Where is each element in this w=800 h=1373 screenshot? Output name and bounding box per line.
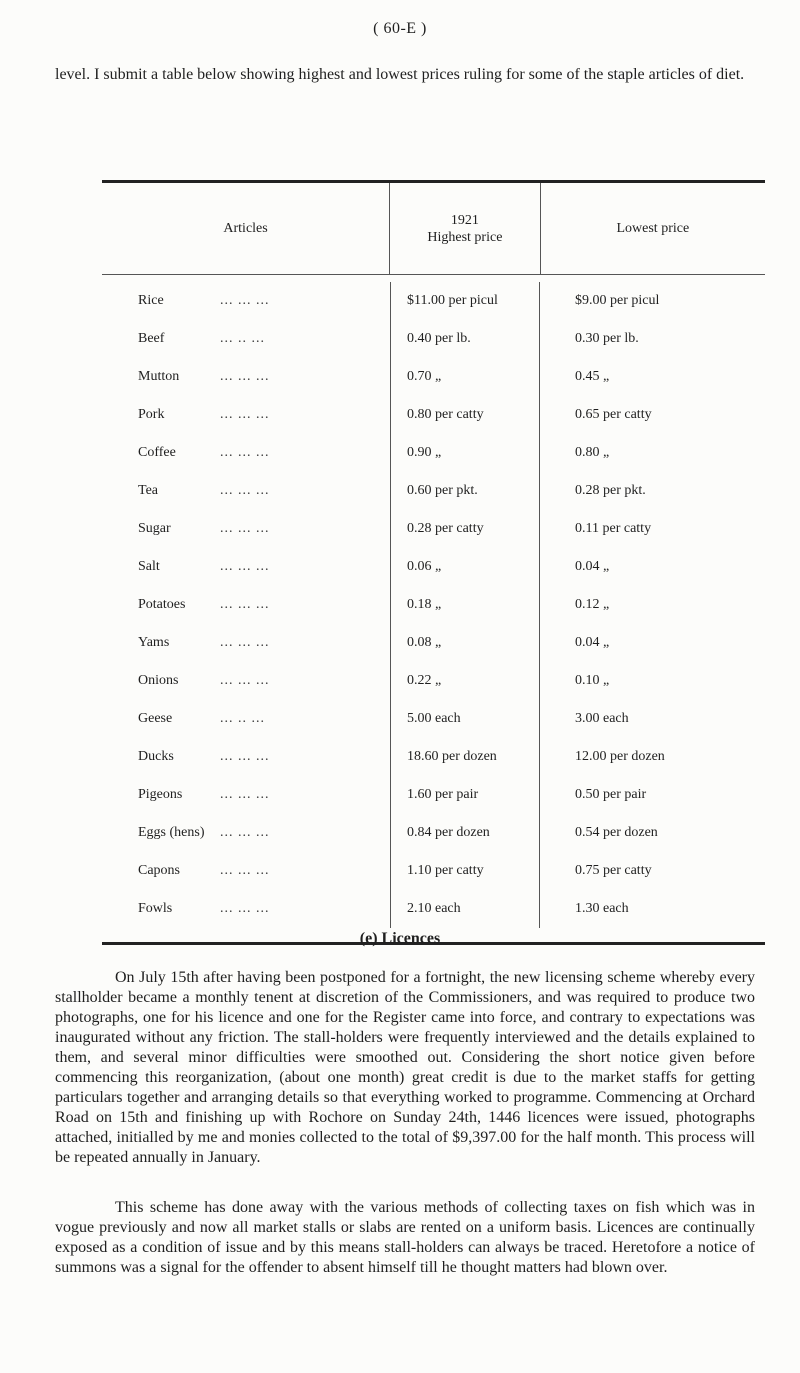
- cell-highest-price: 2.10 each: [390, 890, 540, 928]
- header-highest-label: Highest price: [427, 229, 503, 245]
- leader-dots: ... ... ...: [220, 787, 270, 802]
- leader-dots: ... ... ...: [220, 407, 270, 422]
- cell-article: [102, 700, 390, 738]
- cell-highest-price: 0.08 „: [390, 624, 540, 662]
- cell-article: [102, 510, 390, 548]
- table-row: [102, 510, 765, 548]
- cell-highest-price: 0.90 „: [390, 434, 540, 472]
- leader-dots: ... ... ...: [220, 483, 270, 498]
- table-row: [102, 396, 765, 434]
- leader-dots: ... ... ...: [220, 559, 270, 574]
- table-row: [102, 472, 765, 510]
- cell-lowest-price: 0.30 per lb.: [575, 331, 639, 346]
- article-name: Coffee: [138, 445, 176, 460]
- article-name: Salt: [138, 559, 160, 574]
- cell-highest-price: 5.00 each: [390, 700, 540, 738]
- cell-lowest-price: 0.28 per pkt.: [575, 483, 646, 498]
- cell-lowest-price: 3.00 each: [575, 711, 629, 726]
- leader-dots: ... ... ...: [220, 369, 270, 384]
- cell-article: [102, 548, 390, 586]
- article-name: Tea: [138, 483, 159, 498]
- cell-lowest-price: 0.10 „: [575, 673, 610, 688]
- header-articles: Articles: [223, 221, 268, 236]
- leader-dots: ... ... ...: [220, 293, 270, 308]
- cell-highest-price: 0.28 per catty: [390, 510, 540, 548]
- table-row: [102, 282, 765, 320]
- cell-article: [102, 320, 390, 358]
- header-year: 1921: [450, 212, 479, 228]
- cell-highest-price: $11.00 per picul: [390, 282, 540, 320]
- cell-highest-price: 0.22 „: [390, 662, 540, 700]
- article-name: Geese: [138, 711, 173, 726]
- cell-article: [102, 738, 390, 776]
- table-row: [102, 700, 765, 738]
- article-name: Pigeons: [138, 787, 183, 802]
- cell-lowest-price: 0.80 „: [575, 445, 610, 460]
- table-row: [102, 814, 765, 852]
- cell-lowest-price: 0.04 „: [575, 559, 610, 574]
- header-lowest: Lowest price: [616, 221, 690, 236]
- leader-dots: ... .. ...: [220, 331, 265, 346]
- article-name: Beef: [138, 331, 165, 346]
- cell-lowest-price: 1.30 each: [575, 901, 629, 916]
- cell-article: [102, 890, 390, 928]
- cell-highest-price: 0.70 „: [390, 358, 540, 396]
- article-name: Ducks: [138, 749, 174, 764]
- cell-lowest-price: 0.11 per catty: [575, 521, 652, 536]
- table-row: [102, 586, 765, 624]
- cell-article: [102, 434, 390, 472]
- cell-highest-price: 0.06 „: [390, 548, 540, 586]
- article-name: Sugar: [138, 521, 171, 536]
- cell-article: [102, 586, 390, 624]
- leader-dots: ... ... ...: [220, 825, 270, 840]
- cell-lowest-price: 0.45 „: [575, 369, 610, 384]
- cell-article: [102, 472, 390, 510]
- cell-highest-price: 0.80 per catty: [390, 396, 540, 434]
- table-row: [102, 434, 765, 472]
- leader-dots: ... ... ...: [220, 673, 270, 688]
- table-row: [102, 662, 765, 700]
- cell-article: [102, 852, 390, 890]
- cell-article: [102, 776, 390, 814]
- cell-article: [102, 624, 390, 662]
- paragraph-fish-taxes: This scheme has done away with the various methods of collecting taxes on fish which was in vogue previously and now all market stalls or slabs are rented on a uniform basis. Licences are continually exposed as a condition of issue and by this means stall-holders can always be traced. Heretofore a notice of summons was a signal for the offender to absent himself till he thought matters had blown over.: [55, 1199, 755, 1276]
- table-row: [102, 358, 765, 396]
- cell-lowest-price: 0.12 „: [575, 597, 610, 612]
- article-name: Pork: [138, 407, 165, 422]
- table-row: [102, 852, 765, 890]
- table-header: [102, 183, 765, 275]
- section-heading: (e) Licences: [359, 930, 441, 947]
- table-row: [102, 738, 765, 776]
- leader-dots: ... ... ...: [220, 635, 270, 650]
- leader-dots: ... ... ...: [220, 521, 270, 536]
- table-row: [102, 890, 765, 928]
- cell-lowest-price: $9.00 per picul: [575, 293, 660, 308]
- leader-dots: ... ... ...: [220, 749, 270, 764]
- cell-article: [102, 814, 390, 852]
- cell-highest-price: 1.10 per catty: [390, 852, 540, 890]
- cell-highest-price: 0.84 per dozen: [390, 814, 540, 852]
- table-row: [102, 776, 765, 814]
- cell-article: [102, 396, 390, 434]
- cell-lowest-price: 0.04 „: [575, 635, 610, 650]
- table-row: [102, 624, 765, 662]
- article-name: Yams: [138, 635, 170, 650]
- leader-dots: ... .. ...: [220, 711, 265, 726]
- cell-lowest-price: 12.00 per dozen: [575, 749, 665, 764]
- cell-lowest-price: 0.65 per catty: [575, 407, 652, 422]
- article-name: Rice: [138, 293, 164, 308]
- cell-highest-price: 0.18 „: [390, 586, 540, 624]
- cell-article: [102, 662, 390, 700]
- article-name: Potatoes: [138, 597, 186, 612]
- article-name: Fowls: [138, 901, 173, 916]
- cell-highest-price: 0.60 per pkt.: [390, 472, 540, 510]
- paragraph-licensing-scheme: On July 15th after having been postponed for a fortnight, the new licensing scheme whereby every stallholder became a monthly tenent at discretion of the Commissioners, and was required to produce two photographs, one for his licence and one for the Register came into force, and contrary to expectations was inaugurated without any friction. The stall-holders were frequently interviewed and the details explained to them, and several minor difficulties were smoothed out. Considering the short notice given before commencing this reorganization, (about one month) great credit is due to the market staffs for getting particulars together and arranging details so that everything worked to programme. Commencing at Orchard Road on 15th and finishing up with Rochore on Sunday 24th, 1446 licences were issued, photographs attached, initialled by me and monies collected to the total of $9,397.00 for the half month. This process will be repeated annually in January.: [55, 969, 755, 1166]
- table-row: [102, 548, 765, 586]
- cell-lowest-price: 0.54 per dozen: [575, 825, 658, 840]
- article-name: Capons: [138, 863, 180, 878]
- table-row: [102, 320, 765, 358]
- cell-highest-price: 1.60 per pair: [390, 776, 540, 814]
- leader-dots: ... ... ...: [220, 863, 270, 878]
- cell-lowest-price: 0.50 per pair: [575, 787, 647, 802]
- page-number: ( 60-E ): [373, 20, 427, 37]
- table-body: [102, 275, 765, 942]
- cell-lowest-price: 0.75 per catty: [575, 863, 652, 878]
- cell-article: [102, 282, 390, 320]
- header-highest: [389, 183, 541, 274]
- leader-dots: ... ... ...: [220, 901, 270, 916]
- intro-text: level. I submit a table below showing highest and lowest prices ruling for some of the staple articles of diet.: [55, 66, 745, 83]
- leader-dots: ... ... ...: [220, 445, 270, 460]
- cell-article: [102, 358, 390, 396]
- leader-dots: ... ... ...: [220, 597, 270, 612]
- article-name: Onions: [138, 673, 179, 688]
- cell-highest-price: 0.40 per lb.: [390, 320, 540, 358]
- cell-highest-price: 18.60 per dozen: [390, 738, 540, 776]
- article-name: Mutton: [138, 369, 180, 384]
- price-table: [102, 180, 765, 945]
- article-name: Eggs (hens): [138, 825, 205, 840]
